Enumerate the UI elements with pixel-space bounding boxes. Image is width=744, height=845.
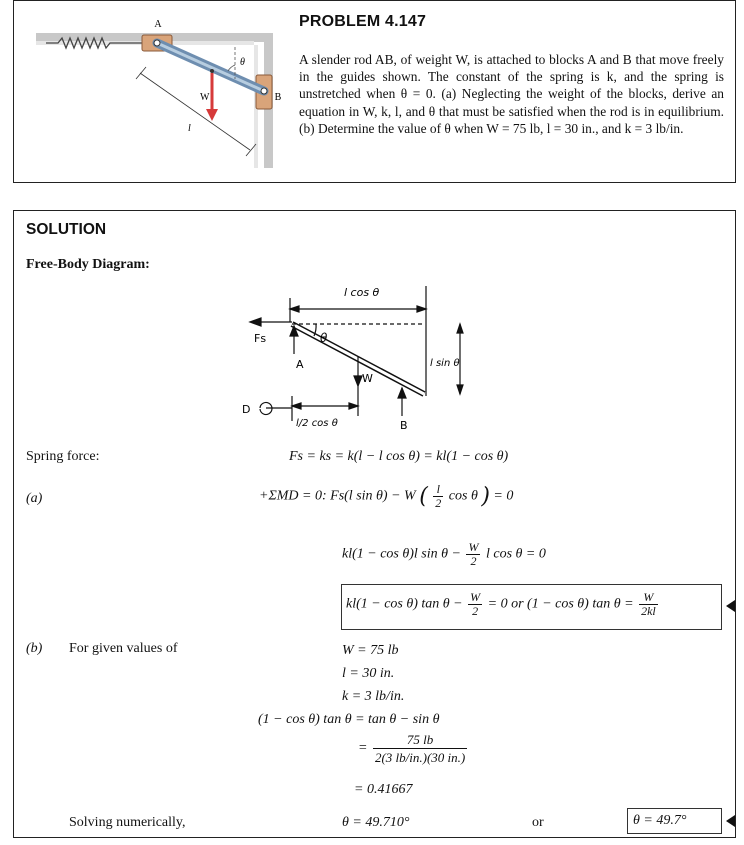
moment-tail: cos θ bbox=[448, 488, 478, 504]
given-values-label: For given values of bbox=[69, 641, 178, 656]
moment-fraction: $\frac{l}{2}$ bbox=[435, 482, 442, 510]
moment-lhs: +ΣMD = 0: Fs(l sin θ) − W bbox=[259, 488, 416, 504]
equation-2: kl(1 − cos θ)l sin θ − $\frac{W}{2}$ l cos θ = 0 bbox=[342, 540, 546, 568]
fbd-sketch bbox=[234, 276, 474, 436]
figure-label-theta: θ bbox=[240, 57, 245, 68]
fbd-d-label: D bbox=[242, 403, 251, 416]
problem-title: PROBLEM 4.147 bbox=[299, 13, 427, 30]
answer-a-equation: kl(1 − cos θ) tan θ − $\frac{W}{2}$ = 0 or (1 − cos θ) tan θ = $\frac{W}{2kl}$ bbox=[346, 590, 656, 618]
figure-label-l: l bbox=[188, 123, 191, 134]
fbd-theta-label: θ bbox=[320, 331, 328, 345]
moment-equation: +ΣMD = 0: Fs(l sin θ) − W ( $\frac{l}{2}$ cos θ ) = 0 bbox=[259, 482, 514, 510]
fbd-lcos-label: l cos θ bbox=[344, 286, 380, 299]
fbd-heading: Free-Body Diagram: bbox=[26, 257, 150, 272]
answer-a-fraction: $\frac{W}{2kl}$ bbox=[641, 590, 656, 618]
fbd-fs-label: Fs bbox=[254, 332, 267, 345]
final-answer: θ = 49.7° bbox=[633, 813, 687, 828]
spring-force-label: Spring force: bbox=[26, 449, 100, 464]
problem-figure bbox=[28, 3, 290, 170]
given-l: l = 30 in. bbox=[342, 666, 395, 681]
solution-panel bbox=[13, 210, 736, 838]
problem-statement: A slender rod AB, of weight W, is attached to blocks A and B that move freely in the guides shown. The constant of the spring is k, and the spring is unstretched when θ = 0. (a) Neglecting the weight of the blocks, derive an equation in W, k, l, and θ that must be satisfied when the rod is in equilibrium. (b) Determine the value of θ when W = 75 lb, l = 30 in., and k = 3 lb/in. bbox=[299, 52, 724, 136]
figure-label-w: W bbox=[200, 92, 210, 103]
problem-panel bbox=[13, 0, 736, 183]
figure-label-b: B bbox=[274, 92, 282, 103]
moment-rhs: = 0 bbox=[493, 488, 514, 504]
given-w: W = 75 lb bbox=[342, 643, 399, 658]
spring-force-equation: Fs = ks = k(l − l cos θ) = kl(1 − cos θ) bbox=[289, 449, 509, 464]
theta-value: θ = 49.710° bbox=[342, 815, 410, 830]
rod-guide-figure bbox=[28, 3, 290, 170]
fbd-half-cos-label: l/2 cos θ bbox=[296, 418, 338, 429]
solving-label: Solving numerically, bbox=[69, 815, 186, 830]
fbd-a-label: A bbox=[296, 358, 304, 371]
given-k: k = 3 lb/in. bbox=[342, 689, 405, 704]
or-label: or bbox=[532, 815, 544, 830]
fbd-w-label: W bbox=[362, 372, 373, 385]
length-dimension-line bbox=[140, 73, 250, 150]
trig-identity: (1 − cos θ) tan θ = tan θ − sin θ bbox=[258, 712, 440, 727]
numeric-fraction: = $\frac{75 lb}{2(3 lb/in.)(30 in.)}$ bbox=[358, 732, 466, 765]
part-a-label: (a) bbox=[26, 491, 43, 506]
free-body-diagram bbox=[234, 276, 474, 436]
final-answer-arrow-icon bbox=[726, 815, 735, 827]
numeric-result: = 0.41667 bbox=[354, 782, 413, 797]
figure-label-a: A bbox=[154, 19, 162, 30]
part-b-label: (b) bbox=[26, 641, 43, 656]
fbd-lsin-label: l sin θ bbox=[430, 358, 460, 369]
answer-a-arrow-icon bbox=[726, 600, 735, 612]
equation-2-fraction: $\frac{W}{2}$ bbox=[468, 540, 479, 568]
fbd-b-label: B bbox=[400, 419, 408, 432]
solution-heading: SOLUTION bbox=[26, 221, 107, 238]
